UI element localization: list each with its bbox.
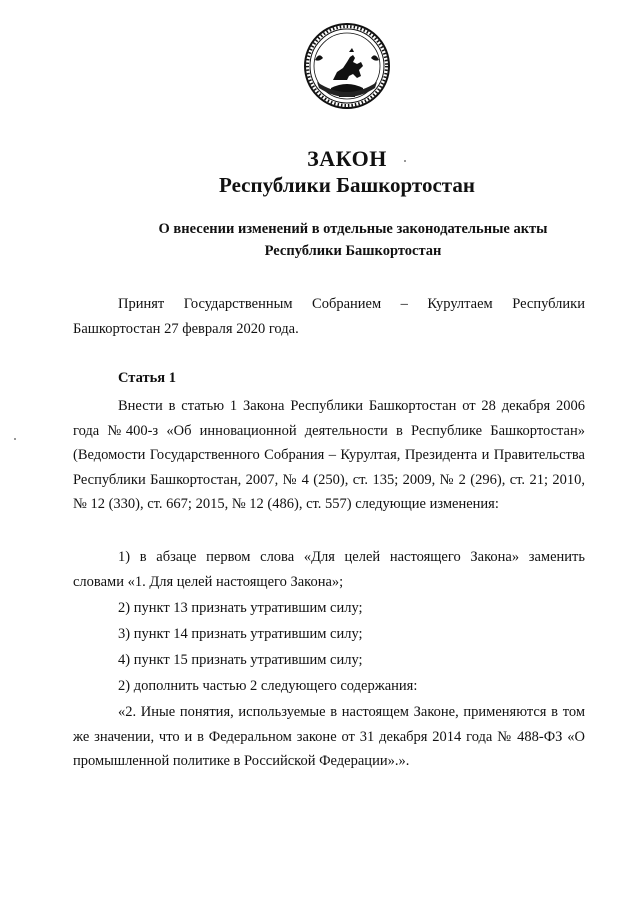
article-item: 2) пункт 13 признать утратившим силу; bbox=[118, 600, 363, 616]
law-title: ЗАКОН bbox=[307, 146, 387, 171]
scan-speck bbox=[404, 160, 406, 162]
article-item: 3) пункт 14 признать утратившим силу; bbox=[118, 626, 363, 642]
article-heading: Статья 1 bbox=[118, 370, 176, 386]
article-item-quote: «2. Иные понятия, используемые в настоящем Законе, применяются в том же значении, что и в Федеральном законе от 31 декабря 2014 года № 488-ФЗ «О промышленной политике в Российской Федерации».». bbox=[73, 704, 585, 769]
law-subject-line-2: Республики Башкортостан bbox=[264, 243, 442, 259]
adoption-statement: Принят Государственным Собранием – Курултаем Республики Башкортостан 27 февраля 2020 года. bbox=[73, 296, 585, 337]
article-item: 2) дополнить частью 2 следующего содержания: bbox=[118, 678, 418, 694]
article-item: 1) в абзаце первом слова «Для целей настоящего Закона» заменить словами «1. Для целей настоящего Закона»; bbox=[73, 549, 585, 590]
article-intro: Внести в статью 1 Закона Республики Башкортостан от 28 декабря 2006 года №400-з «Об инновационной деятельности в Республике Башкортостан» (Ведомости Государственного Собрания – Курултая, Президента и Правительства Республики Башкортостан, 2007, № 4 (250), ст. 135; 2009, № 2 (296), ст. 21; 2010, № 12 (330), ст. 667; 2015, № 12 (486), ст. 557) следующие изменения: bbox=[73, 398, 585, 512]
law-subject bbox=[118, 218, 588, 262]
article-item: 4) пункт 15 признать утратившим силу; bbox=[118, 652, 363, 668]
law-subject-line-1: О внесении изменений в отдельные законодательные акты bbox=[158, 221, 548, 237]
law-subtitle: Республики Башкортостан bbox=[219, 173, 475, 197]
scan-speck bbox=[14, 438, 16, 440]
bashkortostan-coat-of-arms-icon bbox=[303, 22, 391, 110]
